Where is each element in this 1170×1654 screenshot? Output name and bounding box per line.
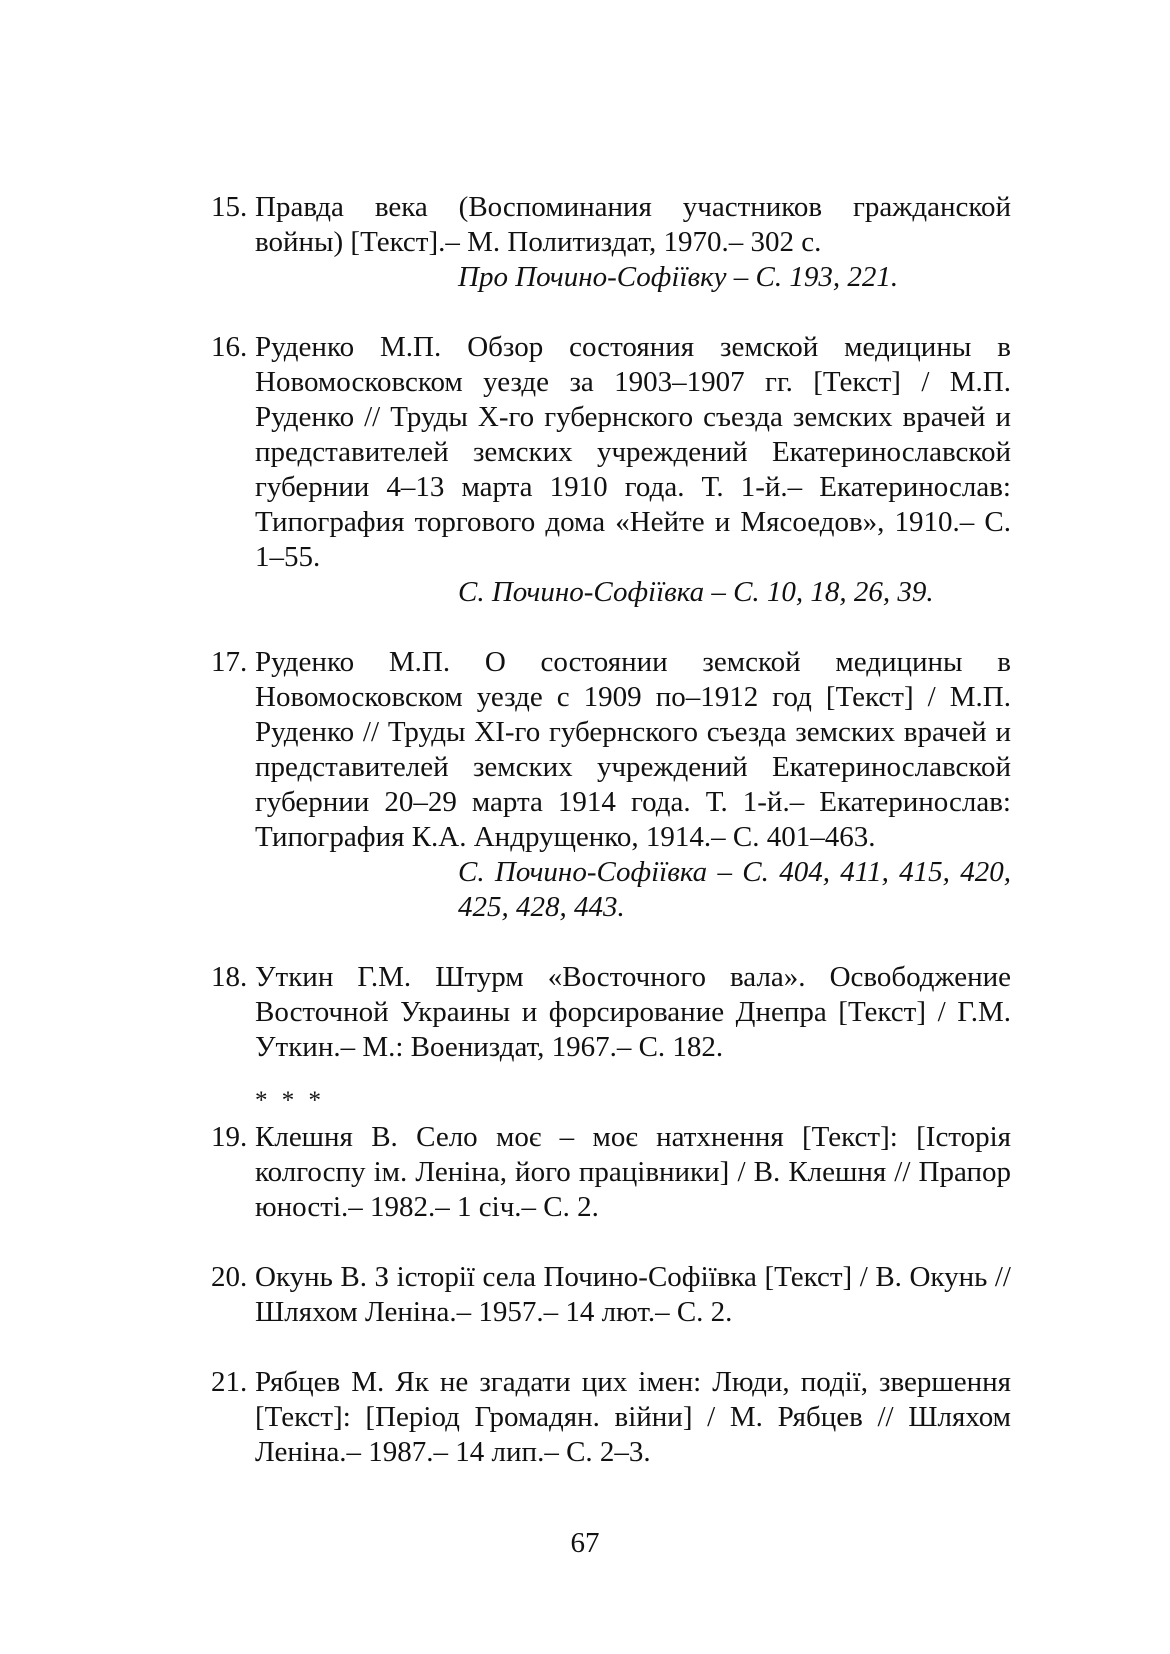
entry-text: Руденко М.П. Обзор состояния земской медицины в Новомосковском уезде за 1903–1907 гг. [Текст] / М.П. Руденко // Труды X-го губернского съезда земских врачей и представителей земских учреждений Екатеринославской губернии 4–13 марта 1910 года. Т. 1-й.– Екатеринослав: Типография торгового дома «Нейте и Мясоедов», 1910.– С. 1–55. [255,331,1011,573]
entry-note: С. Почино-Софіївка – С. 10, 18, 26, 39. [458,576,934,608]
entry-text: Руденко М.П. О состоянии земской медицины в Новомосковском уезде с 1909 по–1912 год [Текст] / М.П. Руденко // Труды XI-го губернского съезда земских врачей и представителей земских учреждений Екатеринославской губернии 20–29 марта 1914 года. Т. 1-й.– Екатеринослав: Типография К.А. Андрущенко, 1914.– С. 401–463. [255,646,1011,853]
bibliography-entry-21 [211,1365,1011,1470]
bibliography-list [211,190,1011,1505]
bibliography-entry-20 [211,1260,1011,1330]
bibliography-entry-17 [211,645,1011,925]
bibliography-entry-15 [211,190,1011,295]
page-number: 67 [570,1527,600,1559]
section-separator: * * * [255,1087,325,1114]
entry-number: 19. [211,1121,248,1153]
entry-number: 16. [211,331,248,363]
entry-number: 21. [211,1366,248,1398]
entry-text: Уткин Г.М. Штурм «Восточного вала». Освободжение Восточной Украины и форсирование Днепра [Текст] / Г.М. Уткин.– М.: Воениздат, 1967.– С. 182. [255,961,1011,1063]
bibliography-entry-18 [211,960,1011,1065]
entry-number: 17. [211,646,248,678]
entry-text: Клешня В. Село моє – моє натхнення [Текст]: [Історія колгоспу ім. Леніна, його працівники] / В. Клешня // Прапор юності.– 1982.– 1 січ.– С. 2. [255,1121,1011,1223]
entry-text: Рябцев М. Як не згадати цих імен: Люди, події, звершення [Текст]: [Період Громадян. війни] / М. Рябцев // Шляхом Леніна.– 1987.– 14 лип.– С. 2–3. [255,1366,1011,1468]
entry-note: С. Почино-Софіївка – С. 404, 411, 415, 420, 425, 428, 443. [458,856,1011,923]
entry-number: 20. [211,1261,248,1293]
entry-note: Про Почино-Софіївку – С. 193, 221. [458,261,899,293]
entry-text: Окунь В. З історії села Почино-Софіївка [Текст] / В. Окунь // Шляхом Леніна.– 1957.– 14 лют.– С. 2. [255,1261,1011,1328]
entry-number: 18. [211,961,248,993]
bibliography-entry-16 [211,330,1011,610]
bibliography-entry-19 [211,1120,1011,1225]
entry-text: Правда века (Воспоминания участников гражданской войны) [Текст].– М. Политиздат, 1970.– 302 с. [255,191,1011,258]
entry-number: 15. [211,191,248,223]
